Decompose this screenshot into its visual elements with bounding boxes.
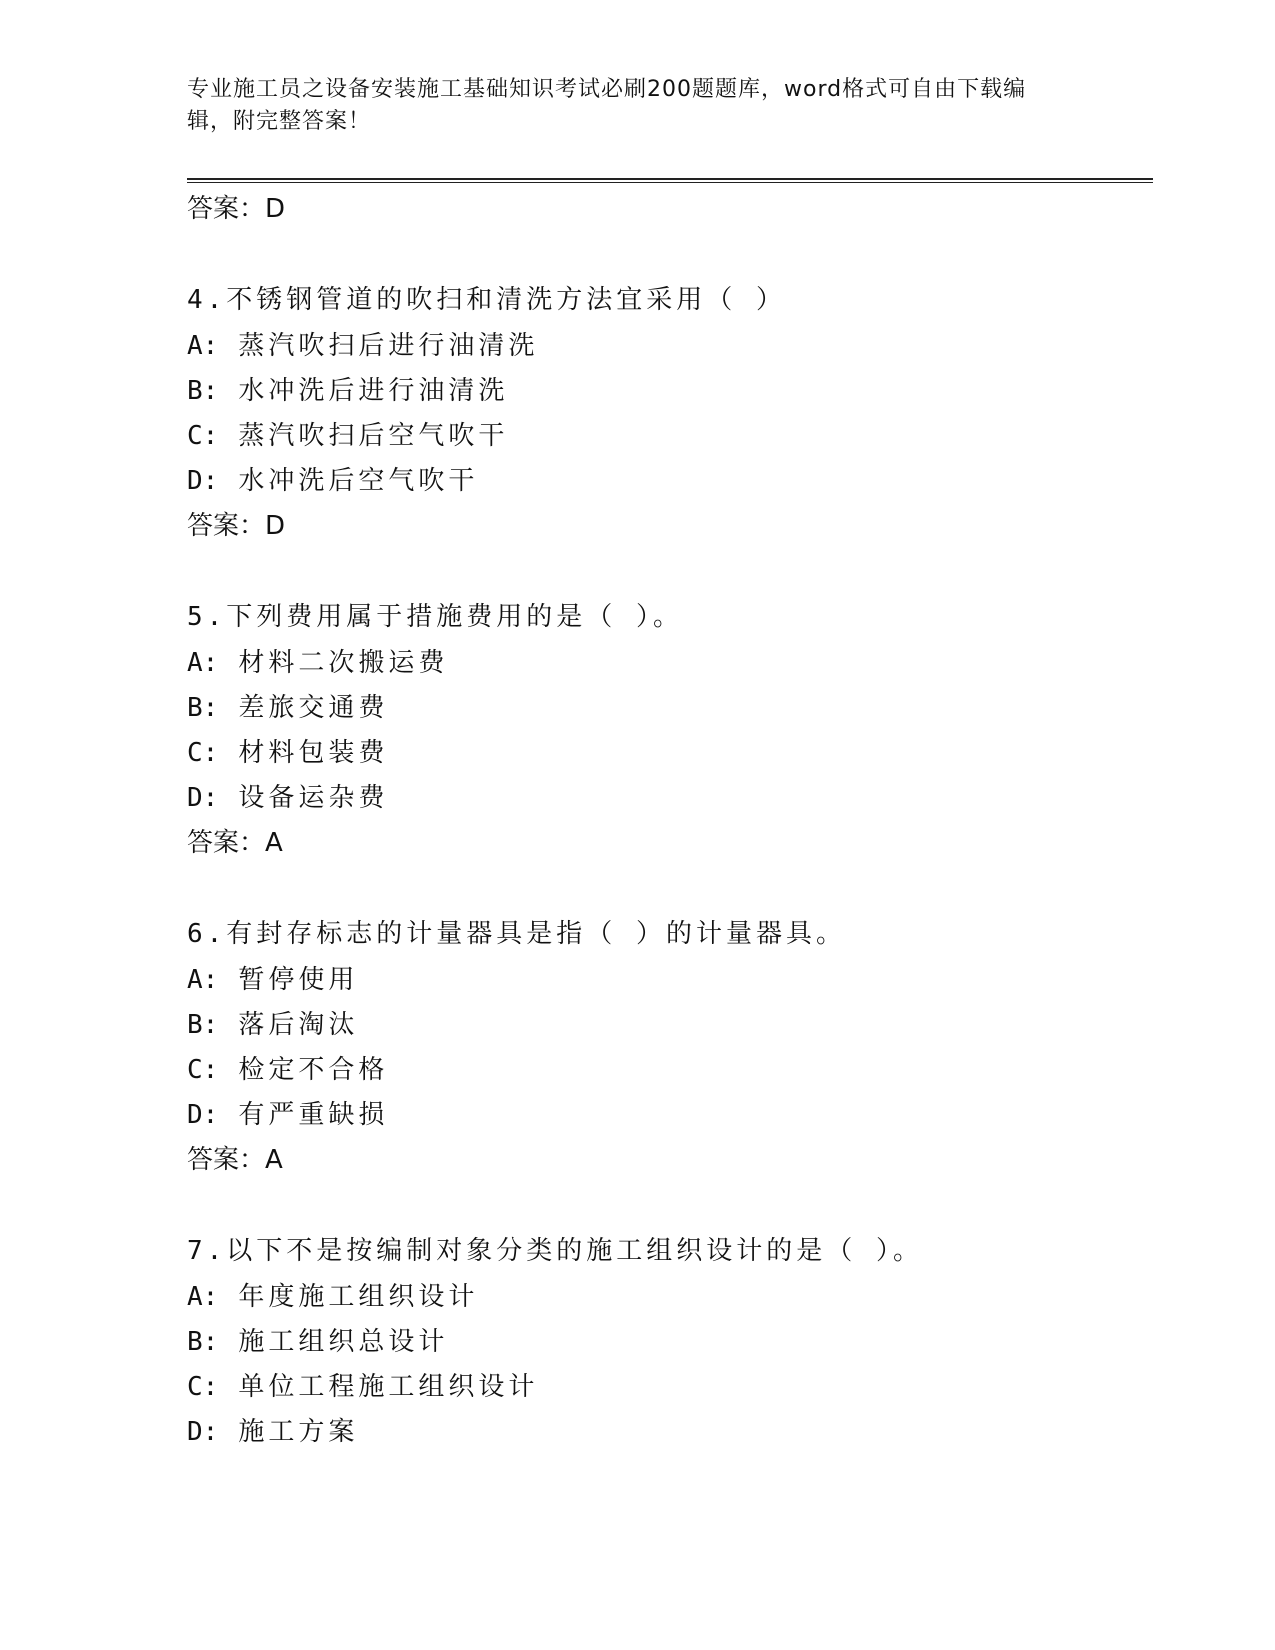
option-c: C: 材料包装费 — [187, 738, 389, 768]
option-b: B: 落后淘汰 — [187, 1010, 359, 1040]
option-a: A: 暂停使用 — [187, 965, 359, 995]
document-header: 专业施工员之设备安装施工基础知识考试必刷200题题库，word格式可自由下载编辑，附完整答案！ — [187, 77, 1027, 134]
question-5 — [187, 600, 1153, 860]
question-text: 4.不锈钢管道的吹扫和清洗方法宜采用（ ） — [187, 285, 786, 315]
answer: 答案：A — [187, 1145, 283, 1175]
option-b: B: 水冲洗后进行油清洗 — [187, 376, 509, 406]
option-b: B: 差旅交通费 — [187, 693, 389, 723]
question-4 — [187, 283, 1153, 543]
question-6 — [187, 917, 1153, 1177]
option-d: D: 水冲洗后空气吹干 — [187, 466, 479, 496]
answer: 答案：A — [187, 828, 283, 858]
answer: 答案：D — [187, 511, 286, 541]
header-rule-thick — [187, 178, 1153, 180]
option-b: B: 施工组织总设计 — [187, 1327, 449, 1357]
option-a: A: 材料二次搬运费 — [187, 648, 449, 678]
option-c: C: 单位工程施工组织设计 — [187, 1372, 539, 1402]
question-text: 7.以下不是按编制对象分类的施工组织设计的是（ ）。 — [187, 1236, 923, 1266]
option-d: D: 设备运杂费 — [187, 783, 389, 813]
previous-answer: 答案：D — [187, 194, 286, 224]
option-c: C: 蒸汽吹扫后空气吹干 — [187, 421, 509, 451]
option-a: A: 蒸汽吹扫后进行油清洗 — [187, 331, 539, 361]
question-text: 5.下列费用属于措施费用的是（ ）。 — [187, 602, 683, 632]
question-text: 6.有封存标志的计量器具是指（ ）的计量器具。 — [187, 919, 846, 949]
option-d: D: 施工方案 — [187, 1417, 359, 1447]
question-list — [187, 192, 1153, 1460]
option-d: D: 有严重缺损 — [187, 1100, 389, 1130]
option-c: C: 检定不合格 — [187, 1055, 389, 1085]
question-7 — [187, 1234, 1153, 1449]
option-a: A: 年度施工组织设计 — [187, 1282, 479, 1312]
header-rule-thin — [187, 182, 1153, 183]
